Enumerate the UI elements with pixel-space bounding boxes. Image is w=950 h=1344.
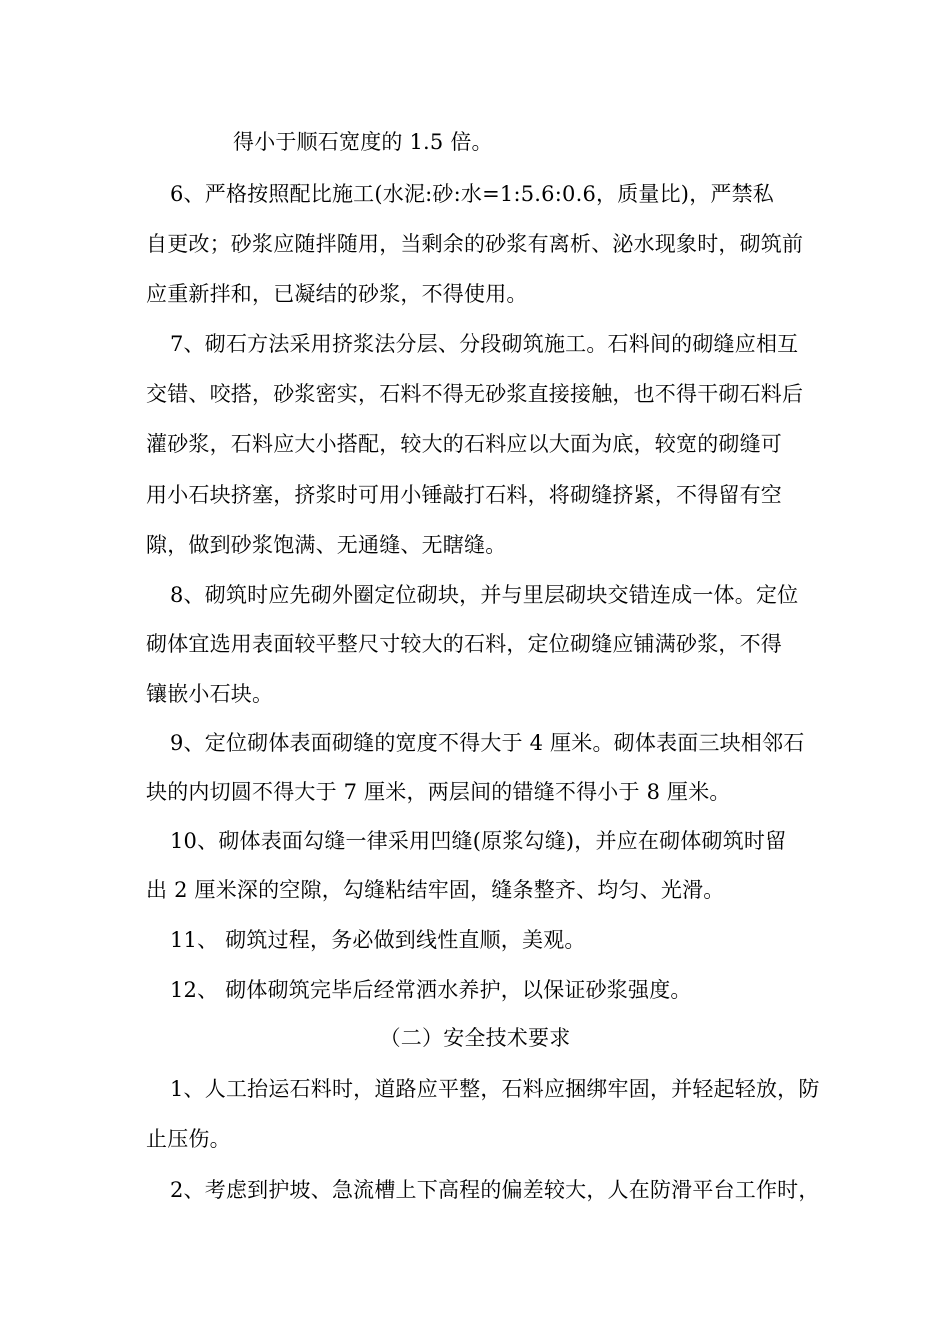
text-line-17: 11、 砌筑过程，务必做到线性直顺，美观。 — [170, 928, 586, 952]
text-line-18: 12、 砌体砌筑完毕后经常洒水养护，以保证砂浆强度。 — [170, 978, 692, 1002]
text-line-9: 隙，做到砂浆饱满、无通缝、无瞎缝。 — [146, 533, 507, 557]
text-line-5: 7、砌石方法采用挤浆法分层、分段砌筑施工。石料间的砌缝应相互 — [170, 332, 799, 356]
text-line-20: 1、人工抬运石料时，道路应平整，石料应捆绑牢固，并轻起轻放，防 — [170, 1077, 820, 1101]
section-heading: （二）安全技术要求 — [379, 1026, 571, 1050]
text-line-3: 自更改；砂浆应随拌随用，当剩余的砂浆有离析、泌水现象时，砌筑前 — [146, 232, 804, 256]
text-line-7: 灌砂浆，石料应大小搭配，较大的石料应以大面为底，较宽的砌缝可 — [146, 432, 782, 456]
text-line-13: 9、定位砌体表面砌缝的宽度不得大于 4 厘米。砌体表面三块相邻石 — [170, 731, 805, 755]
text-line-8: 用小石块挤塞，挤浆时可用小锤敲打石料，将砌缝挤紧，不得留有空 — [146, 483, 782, 507]
text-line-1: 得小于顺石宽度的 1.5 倍。 — [233, 130, 493, 154]
text-line-2: 6、严格按照配比施工(水泥:砂:水=1:5.6:0.6，质量比)，严禁私 — [170, 182, 774, 206]
text-line-15: 10、砌体表面勾缝一律采用凹缝(原浆勾缝)，并应在砌体砌筑时留 — [170, 829, 787, 853]
text-line-21: 止压伤。 — [146, 1127, 231, 1151]
text-line-11: 砌体宜选用表面较平整尺寸较大的石料，定位砌缝应铺满砂浆，不得 — [146, 632, 782, 656]
text-line-4: 应重新拌和，已凝结的砂浆，不得使用。 — [146, 282, 528, 306]
text-line-22: 2、考虑到护坡、急流槽上下高程的偏差较大，人在防滑平台工作时， — [170, 1178, 820, 1202]
text-line-14: 块的内切圆不得大于 7 厘米，两层间的错缝不得小于 8 厘米。 — [146, 780, 731, 804]
text-line-10: 8、砌筑时应先砌外圈定位砌块，并与里层砌块交错连成一体。定位 — [170, 583, 799, 607]
text-line-6: 交错、咬搭，砂浆密实，石料不得无砂浆直接接触，也不得干砌石料后 — [146, 382, 804, 406]
text-line-16: 出 2 厘米深的空隙，勾缝粘结牢固，缝条整齐、均匀、光滑。 — [146, 878, 725, 902]
text-line-12: 镶嵌小石块。 — [146, 682, 274, 706]
